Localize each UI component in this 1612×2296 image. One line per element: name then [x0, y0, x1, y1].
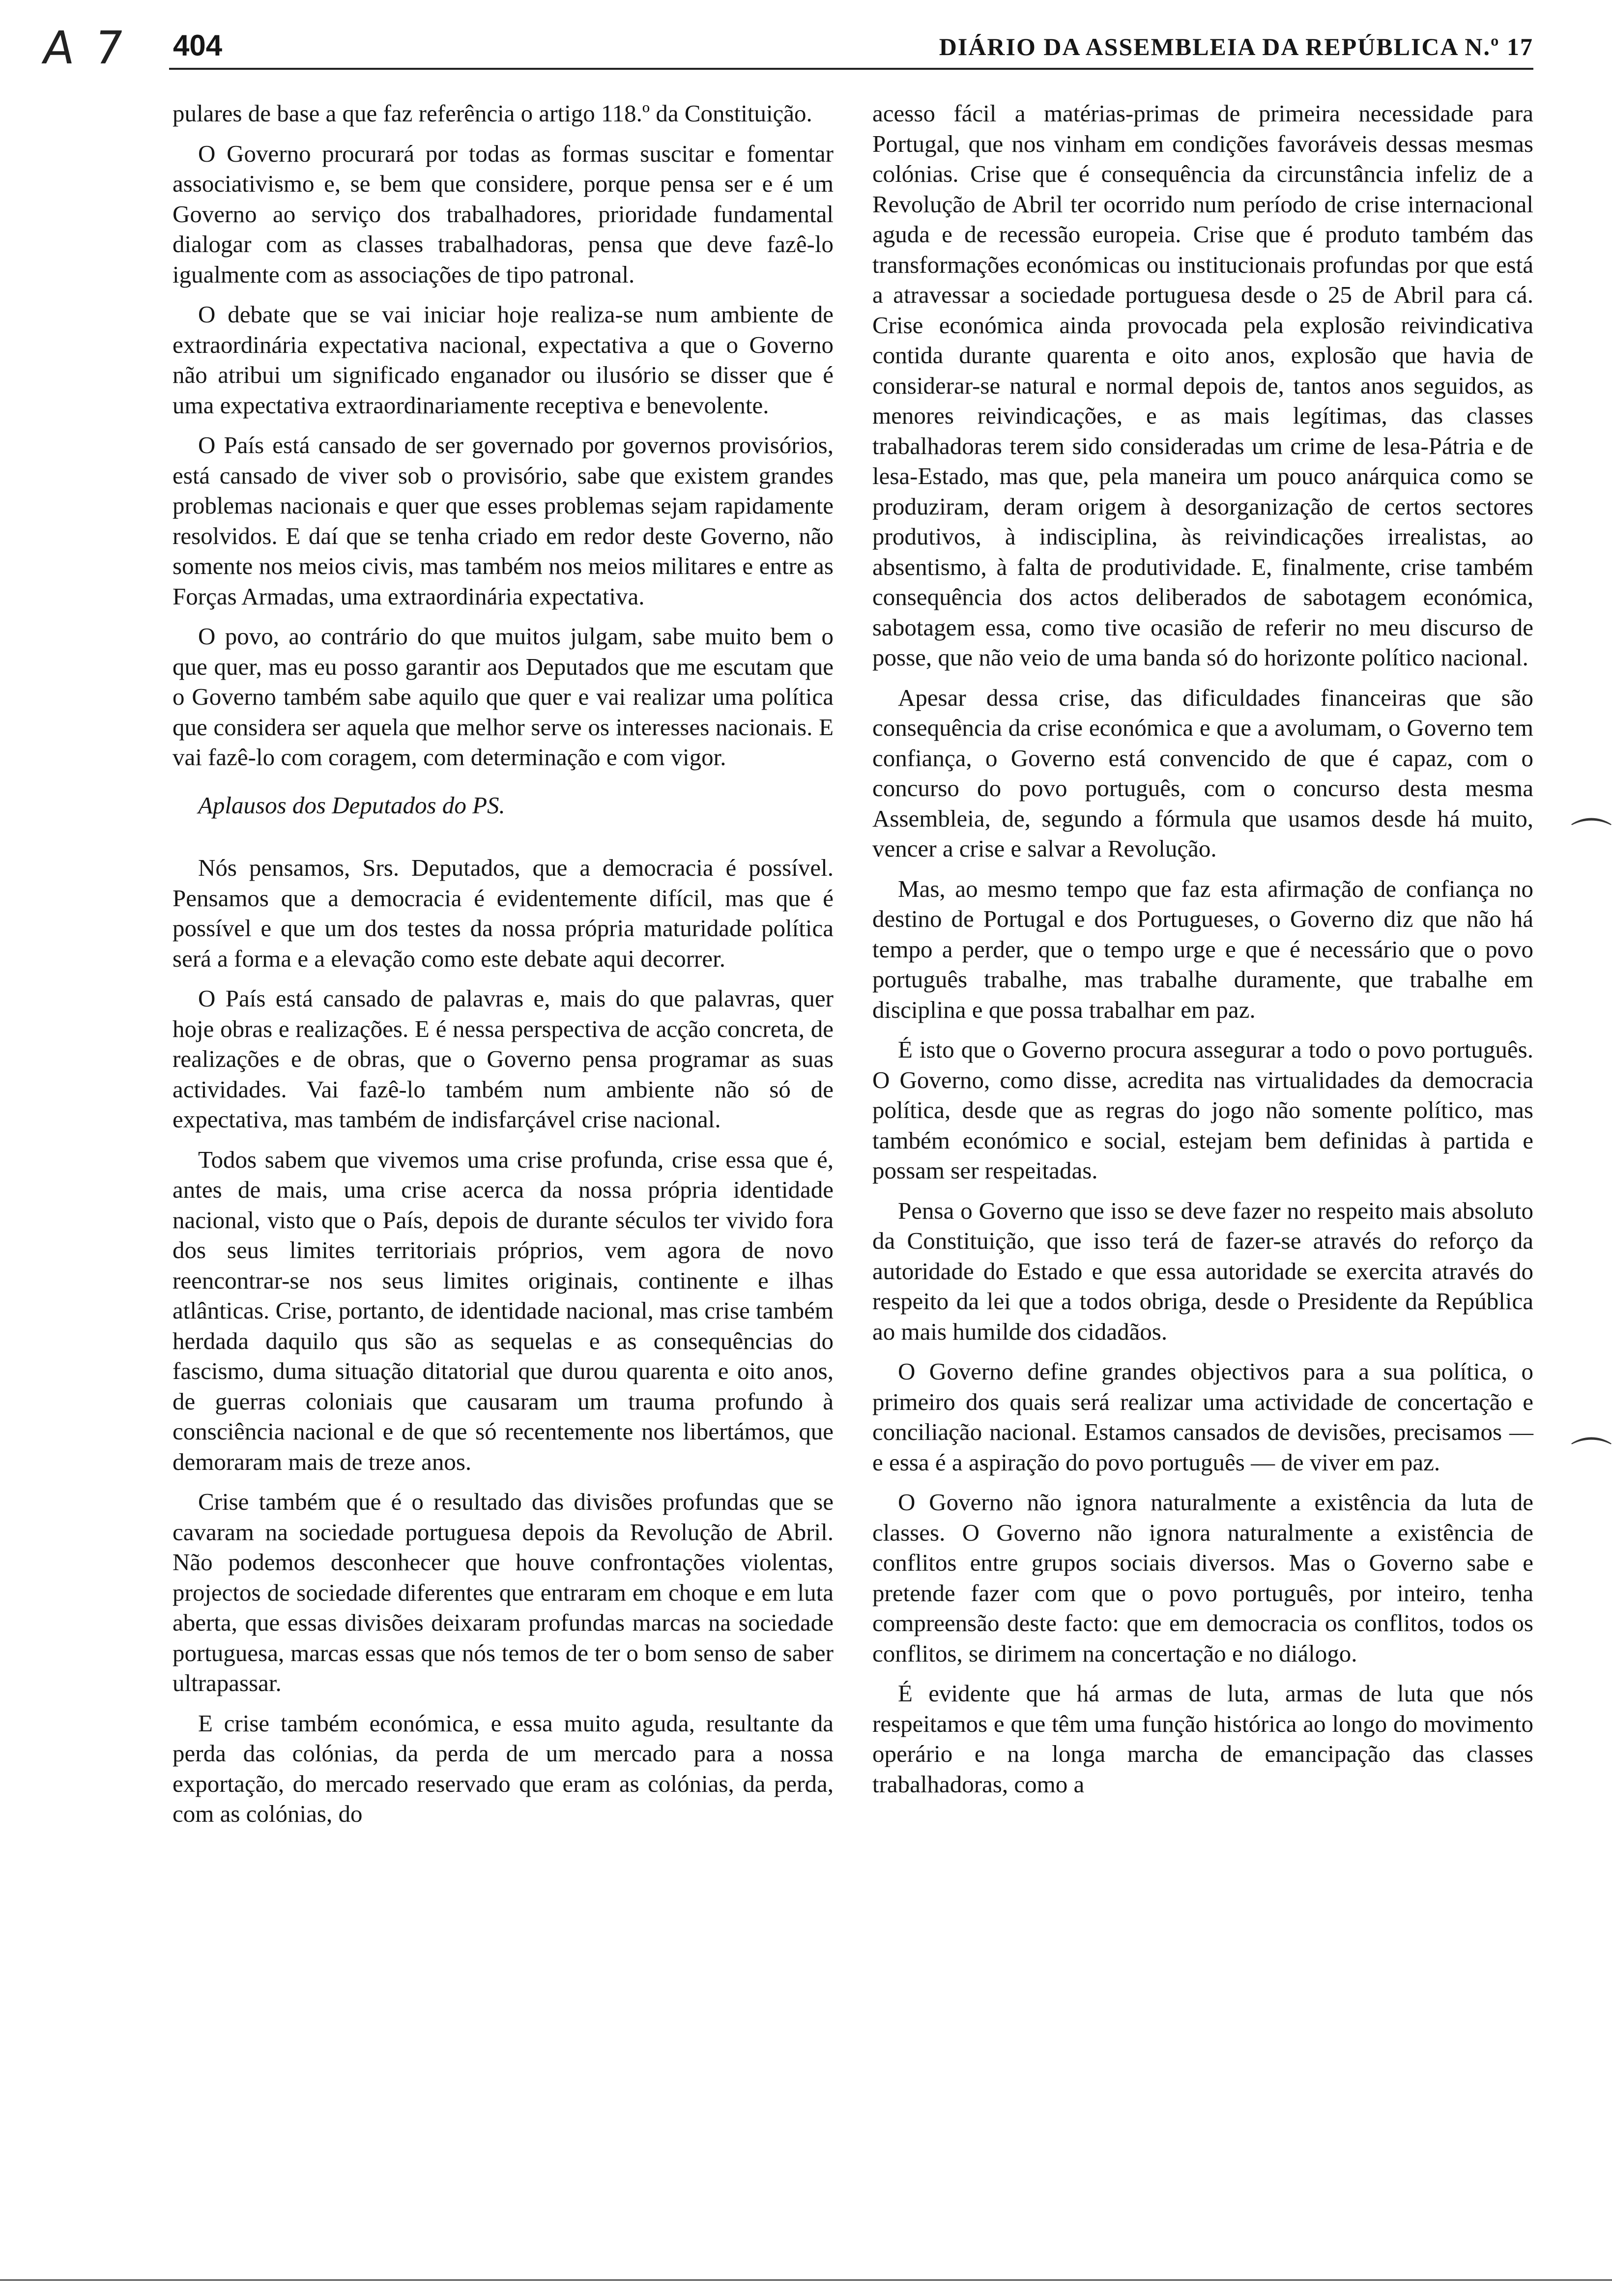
- bracket-mark-icon: ⌒: [1571, 1434, 1612, 1482]
- paragraph: O Governo define grandes objectivos para a sua política, o primeiro dos quais será realizar uma actividade de concertação e conciliação nacional. Estamos cansados de devisões, precisamos — e essa é a aspiração do povo português — de viver em paz.: [872, 1358, 1533, 1476]
- bracket-mark-icon: ⌒: [1571, 815, 1612, 863]
- handwritten-annotation: A 7: [39, 22, 130, 74]
- paragraph: O povo, ao contrário do que muitos julgam, sabe muito bem o que quer, mas eu posso garantir aos Deputados que me escutam que o Governo também sabe aquilo que quer e vai realizar uma política que considera ser aquela que melhor serve os interesses nacionais. E vai fazê-lo com coragem, com determinação e com vigor.: [173, 623, 834, 771]
- paragraph: Pensa o Governo que isso se deve fazer no respeito mais absoluto da Constituição, que isso terá de fazer-se através do reforço da autoridade do Estado e que essa autoridade se exercita através do respeito da lei que a todos obriga, desde o Presidente da República ao mais humilde dos cidadãos.: [872, 1197, 1533, 1345]
- page-number: 404: [173, 29, 223, 62]
- paragraph: Crise também que é o resultado das divisões profundas que se cavaram na sociedade portuguesa depois da Revolução de Abril. Não podemos desconhecer que houve confrontações violentas, projectos de sociedade diferentes que entraram em choque e em luta aberta, que essas divisões deixaram profundas marcas na sociedade portuguesa, marcas essas que nós temos de ter o bom senso de saber ultrapassar.: [173, 1488, 834, 1696]
- paragraph: Apesar dessa crise, das dificuldades financeiras que são consequência da crise económica e que a avolumam, o Governo tem confiança, o Governo está convencido de que é capaz, com o concurso do povo português, com o concurso desta mesma Assembleia, de, segundo a fórmula que usamos desde há muito, vencer a crise e salvar a Revolução.: [872, 684, 1533, 862]
- paragraph: Mas, ao mesmo tempo que faz esta afirmação de confiança no destino de Portugal e dos Portugueses, o Governo diz que não há tempo a perder, que o tempo urge e que é necessário que o povo português trabalhe, mas trabalhe duramente, que trabalhe em disciplina e que possa trabalhar em paz.: [872, 875, 1533, 1023]
- page-bottom-rule: [0, 2279, 1612, 2281]
- paragraph: O País está cansado de palavras e, mais do que palavras, quer hoje obras e realizações. E é nessa perspectiva de acção concreta, de realizações e de obras, que o Governo pensa programar as suas actividades. Vai fazê-lo também num ambiente não só de expectativa, mas também de indisfarçável crise nacional.: [173, 985, 834, 1133]
- paragraph: É evidente que há armas de luta, armas de luta que nós respeitamos e que têm uma função histórica ao longo do movimento operário e na longa marcha de emancipação das classes trabalhadoras, como a: [872, 1680, 1533, 1798]
- paragraph: pulares de base a que faz referência o artigo 118.º da Constituição.: [173, 100, 812, 127]
- paragraph: O Governo não ignora naturalmente a existência da luta de classes. O Governo não ignora naturalmente a existência de conflitos entre grupos sociais diversos. Mas o Governo sabe e pretende fazer com que o povo português, por inteiro, tenha compreensão deste facto: que em democracia os conflitos, todos os conflitos, se dirimem na concertação e no diálogo.: [872, 1489, 1533, 1667]
- paragraph: O debate que se vai iniciar hoje realiza-se num ambiente de extraordinária expectativa nacional, expectativa a que o Governo não atribui um significado enganador ou ilusório se disser que é uma expectativa extraordinariamente receptiva e benevolente.: [173, 301, 834, 419]
- paragraph: É isto que o Governo procura assegurar a todo o povo português. O Governo, como disse, acredita nas virtualidades da democracia política, desde que as regras do jogo não somente político, mas também económico e social, estejam bem definidas à partida e possam ser respeitadas.: [872, 1036, 1533, 1184]
- left-column: [173, 98, 834, 1839]
- header-rule: [169, 68, 1533, 70]
- paragraph: acesso fácil a matérias-primas de primeira necessidade para Portugal, que nos vinham em condições favoráveis dessas mesmas colónias. Crise que é consequência da circunstância infeliz de a Revolução de Abril ter ocorrido num período de crise internacional aguda e de recessão europeia. Crise que é produto também das transformações económicas ou institucionais profundas por que está a atravessar a sociedade portuguesa desde o 25 de Abril para cá. Crise económica ainda provocada pela explosão reivindicativa contida durante quarenta e oito anos, explosão que havia de considerar-se natural e normal depois de, tantos anos seguidos, as menores reivindicações, e as mais legítimas, das classes trabalhadoras terem sido consideradas um crime de lesa-Pátria e de lesa-Estado, mas que, pela maneira um pouco anárquica como se produziram, deram origem à desorganização de certos sectores produtivos, à indisciplina, às reivindicações irrealistas, ao absentismo, à falta de produtividade. E, finalmente, crise também consequência dos actos deliberados de sabotagem económica, sabotagem essa, como tive ocasião de referir no meu discurso de posse, que não veio de uma banda só do horizonte político nacional.: [872, 100, 1533, 671]
- applause-note: Aplausos dos Deputados do PS.: [198, 791, 505, 819]
- right-column: [872, 98, 1533, 1809]
- paragraph: E crise também económica, e essa muito aguda, resultante da perda das colónias, da perda de um mercado para a nossa exportação, do mercado reservado que eram as colónias, da perda, com as colónias, do: [173, 1709, 834, 1827]
- running-title: DIÁRIO DA ASSEMBLEIA DA REPÚBLICA N.º 17: [939, 33, 1533, 60]
- paragraph: Nós pensamos, Srs. Deputados, que a democracia é possível. Pensamos que a democracia é evidentemente difícil, mas que é possível e que um dos testes da nossa própria maturidade política será a forma e a elevação como este debate aqui decorrer.: [173, 854, 834, 972]
- paragraph: Todos sabem que vivemos uma crise profunda, crise essa que é, antes de mais, uma crise acerca da nossa própria identidade nacional, visto que o País, depois de durante séculos ter vivido fora dos seus limites territoriais próprios, vem agora de novo reencontrar-se nos seus limites originais, continente e ilhas atlânticas. Crise, portanto, de identidade nacional, mas crise também herdada daquilo qus são as sequelas e as consequências do fascismo, duma situação ditatorial que durou quarenta e oito anos, de guerras coloniais que causaram um trauma profundo à consciência nacional e de que só recentemente nos libertámos, que demoraram mais de treze anos.: [173, 1146, 834, 1475]
- paragraph: O Governo procurará por todas as formas suscitar e fomentar associativismo e, se bem que considere, porque pensa ser e é um Governo ao serviço dos trabalhadores, prioridade fundamental dialogar com as classes trabalhadoras, pensa que deve fazê-lo igualmente com as associações de tipo patronal.: [173, 140, 834, 288]
- paragraph: O País está cansado de ser governado por governos provisórios, está cansado de viver sob o provisório, sabe que existem grandes problemas nacionais e quer que esses problemas sejam rapidamente resolvidos. E daí que se tenha criado em redor deste Governo, não somente nos meios civis, mas também nos meios militares e entre as Forças Armadas, uma extraordinária expectativa.: [173, 431, 834, 610]
